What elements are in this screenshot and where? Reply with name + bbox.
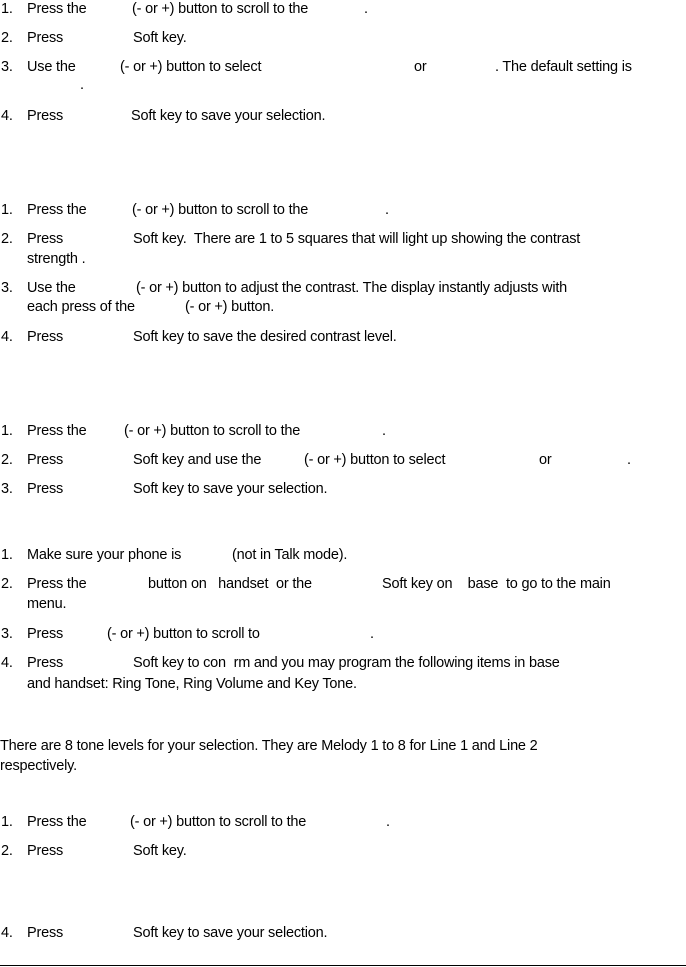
step-text: (- or +) button to scroll to the bbox=[124, 423, 301, 439]
step-text: Press bbox=[27, 925, 64, 941]
step-text: . The default setting is bbox=[495, 59, 632, 75]
step-text: (- or +) button to select bbox=[304, 452, 446, 468]
step-number: 1. bbox=[1, 814, 13, 830]
step-text: Press bbox=[27, 626, 64, 642]
step-number: 4. bbox=[1, 108, 13, 124]
step-text: . bbox=[382, 423, 386, 439]
step-number: 3. bbox=[1, 481, 13, 497]
step-text: Press bbox=[27, 452, 64, 468]
step-text: Soft key to save the desired contrast level. bbox=[133, 329, 397, 345]
step-text: Use the bbox=[27, 280, 76, 296]
step-text: Soft key. There are 1 to 5 squares that will light up showing the contrast bbox=[133, 231, 581, 247]
step-text: Make sure your phone is bbox=[27, 547, 182, 563]
step-number: 1. bbox=[1, 423, 13, 439]
step-number: 4. bbox=[1, 329, 13, 345]
step-text: (not in Talk mode). bbox=[232, 547, 348, 563]
step-number: 4. bbox=[1, 655, 13, 671]
step-number: 1. bbox=[1, 547, 13, 563]
step-number: 3. bbox=[1, 59, 13, 75]
step-text: (- or +) button to scroll to the bbox=[132, 1, 309, 17]
step-number: 3. bbox=[1, 626, 13, 642]
step-text: Press bbox=[27, 231, 64, 247]
step-text: button on handset or the bbox=[148, 576, 312, 592]
step-number: 4. bbox=[1, 925, 13, 941]
step-text: Soft key to save your selection. bbox=[133, 481, 328, 497]
step-text-continuation: strength . bbox=[27, 251, 86, 267]
step-text: Press bbox=[27, 30, 64, 46]
step-text-continuation: each press of the bbox=[27, 299, 135, 315]
step-text: . bbox=[385, 202, 389, 218]
step-text: . bbox=[370, 626, 374, 642]
step-text-continuation: (- or +) button. bbox=[185, 299, 275, 315]
step-number: 2. bbox=[1, 30, 13, 46]
step-number: 1. bbox=[1, 1, 13, 17]
step-text: Soft key to con rm and you may program the following items in base bbox=[133, 655, 560, 671]
page-bottom-divider bbox=[0, 965, 686, 966]
step-text: Soft key and use the bbox=[133, 452, 262, 468]
step-text: Press bbox=[27, 843, 64, 859]
step-text: . bbox=[627, 452, 631, 468]
step-number: 1. bbox=[1, 202, 13, 218]
step-text: Soft key. bbox=[133, 30, 187, 46]
step-text: Press bbox=[27, 108, 64, 124]
step-text: (- or +) button to adjust the contrast. The display instantly adjusts with bbox=[136, 280, 568, 296]
step-text: or bbox=[539, 452, 552, 468]
intro-paragraph: There are 8 tone levels for your selection. They are Melody 1 to 8 for Line 1 and Line 2 bbox=[0, 738, 538, 754]
step-text: . bbox=[386, 814, 390, 830]
step-text: Press the bbox=[27, 1, 87, 17]
step-text: Press bbox=[27, 329, 64, 345]
step-text: . bbox=[364, 1, 368, 17]
step-text: Press the bbox=[27, 423, 87, 439]
step-text: (- or +) button to scroll to the bbox=[132, 202, 309, 218]
step-text: Press bbox=[27, 655, 64, 671]
step-number: 2. bbox=[1, 452, 13, 468]
step-number: 2. bbox=[1, 576, 13, 592]
step-text: Soft key. bbox=[133, 843, 187, 859]
step-text: Press the bbox=[27, 814, 87, 830]
intro-paragraph: respectively. bbox=[0, 758, 77, 774]
step-text: Use the bbox=[27, 59, 76, 75]
step-text: Soft key to save your selection. bbox=[131, 108, 326, 124]
step-text-continuation: menu. bbox=[27, 596, 67, 612]
step-text: (- or +) button to scroll to the bbox=[130, 814, 307, 830]
step-text: (- or +) button to select bbox=[120, 59, 262, 75]
step-number: 2. bbox=[1, 231, 13, 247]
step-text: Soft key to save your selection. bbox=[133, 925, 328, 941]
step-number: 3. bbox=[1, 280, 13, 296]
step-text: Press the bbox=[27, 576, 87, 592]
step-text-continuation: and handset: Ring Tone, Ring Volume and Key Tone. bbox=[27, 676, 357, 692]
step-text: or bbox=[414, 59, 427, 75]
step-number: 2. bbox=[1, 843, 13, 859]
step-text: (- or +) button to scroll to bbox=[107, 626, 260, 642]
step-text: Press the bbox=[27, 202, 87, 218]
step-text: Soft key on base to go to the main bbox=[382, 576, 611, 592]
step-text: Press bbox=[27, 481, 64, 497]
step-text-continuation: . bbox=[80, 77, 84, 93]
